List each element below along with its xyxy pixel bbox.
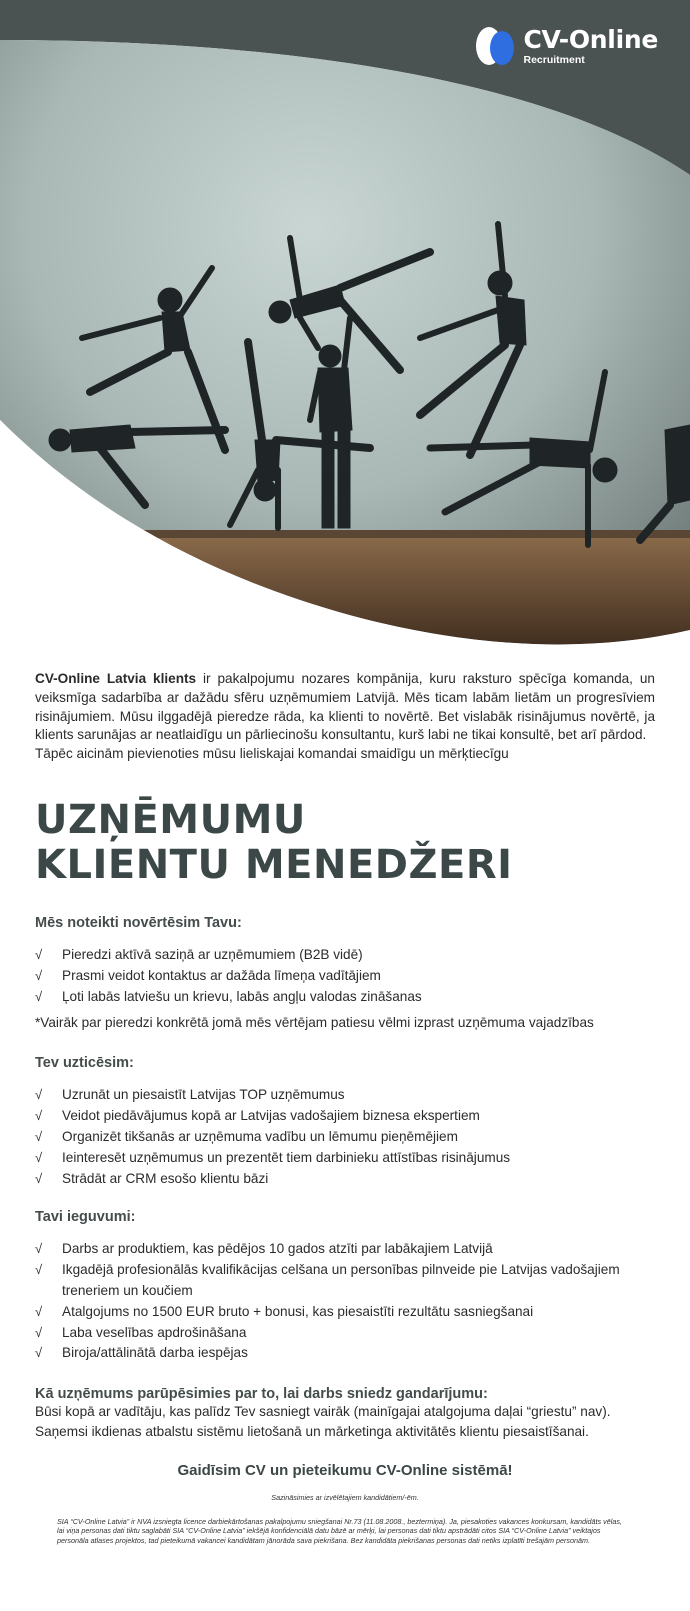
- job-title-line2: KLIENTU MENEDŽERI: [35, 841, 513, 888]
- logo-name: CV-Online: [523, 24, 658, 54]
- list-item: √ Pieredzi aktīvā saziņā ar uzņēmumiem (B2B vidē): [35, 945, 655, 966]
- list-item: √ Ļoti labās latviešu un krievu, labās angļu valodas zināšanas: [35, 987, 655, 1008]
- list-item: √ Atalgojums no 1500 EUR bruto + bonusi, kas piesaistīti rezultātu sasniegšanai: [35, 1302, 655, 1323]
- call-to-action: Gaidīsim CV un pieteikumu CV-Online sistēmā!: [177, 1462, 513, 1480]
- list-item: √ Laba veselības apdrošināšana: [35, 1323, 655, 1344]
- checkmark-icon: √: [35, 1087, 43, 1103]
- checkmark-icon: √: [35, 1303, 43, 1319]
- checkmark-icon: √: [35, 988, 43, 1004]
- tasks-heading: Tev uzticēsim:: [35, 1055, 134, 1072]
- job-title: [35, 798, 655, 888]
- checkmark-icon: √: [35, 1149, 43, 1165]
- values-heading: Mēs noteikti novērtēsim Tavu:: [35, 914, 242, 931]
- dancers-photo: [0, 0, 690, 650]
- list-item: √ Uzrunāt un piesaistīt Latvijas TOP uzņēmumus: [35, 1085, 655, 1106]
- benefits-heading: Tavi ieguvumi:: [35, 1209, 136, 1226]
- values-note: *Vairāk par pieredzi konkrētā jomā mēs vērtējam patiesu vēlmi izprast uzņēmuma vajadzības: [35, 1015, 594, 1031]
- intro-text: ir pakalpojumu nozares kompānija, kuru raksturo spēcīga komanda, un veiksmīga sadarbība ar dažādu sfēru uzņēmumiem Latvijā. Mēs ticam labām lietām un progresīviem risinājumiem. Mūsu ilggadējā pieredze rāda, ka klienti to novērtē. Bet vislabāk risinājumus novērtē, ja klients sarunājas ar neatlaidīgu un pārliecinošu konsultantu, kurš labi ne tikai konsultē, bet arī pārdod.: [35, 671, 655, 743]
- checkmark-icon: √: [35, 1345, 43, 1361]
- list-item: √ Prasmi veidot kontaktus ar dažāda līmeņa vadītājiem: [35, 966, 655, 987]
- cv-online-logo: [474, 24, 659, 68]
- checkmark-icon: √: [35, 1324, 43, 1340]
- care-line-2: Saņemsi ikdienas atbalstu sistēmu lietošanā un mārketinga aktivitātēs klientu piesaistīšanai.: [35, 1424, 589, 1440]
- checkmark-icon: √: [35, 1128, 43, 1144]
- logo-subtitle: Recruitment: [523, 53, 585, 66]
- contact-note: Sazināsimies ar izvēlētajiem kandidātiem/-ēm.: [271, 1493, 419, 1503]
- list-item: √ Ieinteresēt uzņēmumus un prezentēt tiem darbinieku attīstības risinājumus: [35, 1148, 655, 1169]
- tasks-list: [35, 1085, 655, 1189]
- list-item: √ Biroja/attālinātā darba iespējas: [35, 1343, 655, 1364]
- care-heading: Kā uzņēmums parūpēsimies par to, lai darbs sniedz gandarījumu:: [35, 1386, 488, 1403]
- logo-icon: [474, 24, 518, 68]
- list-item: √ Ikgadējā profesionālās kvalifikācijas celšana un personības pilnveide pie Latvijas vadošajiem treneriem un koučiem: [35, 1262, 620, 1298]
- checkmark-icon: √: [35, 1262, 43, 1278]
- list-item: √ Strādāt ar CRM esošo klientu bāzi: [35, 1169, 655, 1190]
- checkmark-icon: √: [35, 967, 43, 983]
- values-list: [35, 945, 655, 1007]
- care-line-1: Būsi kopā ar vadītāju, kas palīdz Tev sasniegt vairāk (mainīgajai atalgojuma daļai “griestu” nav).: [35, 1404, 611, 1420]
- list-item: √ Veidot piedāvājumus kopā ar Latvijas vadošajiem biznesa ekspertiem: [35, 1106, 655, 1127]
- checkmark-icon: √: [35, 1241, 43, 1257]
- intro-invite: Tāpēc aicinām pievienoties mūsu lieliskajai komandai smaidīgu un mērķtiecīgu: [35, 746, 509, 762]
- checkmark-icon: √: [35, 1170, 43, 1186]
- hero-banner: [0, 0, 690, 650]
- checkmark-icon: √: [35, 1108, 43, 1124]
- benefits-list: [35, 1239, 655, 1364]
- job-description: [35, 670, 655, 1546]
- list-item: √ Darbs ar produktiem, kas pēdējos 10 gados atzīti par labākajiem Latvijā: [35, 1239, 655, 1260]
- client-name: CV-Online Latvia klients: [35, 671, 197, 686]
- intro-paragraph: [35, 670, 655, 764]
- checkmark-icon: √: [35, 946, 43, 962]
- list-item: √ Organizēt tikšanās ar uzņēmuma vadību un lēmumu pieņēmējiem: [35, 1127, 655, 1148]
- job-title-line1: UZŅĒMUMU: [35, 796, 306, 843]
- legal-text: SIA “CV-Online Latvia” ir NVA izsniegta licence darbiekārtošanas pakalpojumu sniegšanai Nr.73 (11.08.2008., beztermiņa). Ja, piesakoties vakances konkursam, kandidāts vēlas, lai viņa personas dati tiktu saglabāti SIA “CV-Online Latvia” iekšējā konfidenciālā datu bāzē ar mērķi, lai personas dati tiktu apstrādāti citos SIA “CV-Online Latvia” veiktajos personāla atlases projektos, tad pieteikumā vakancei kandidātam jānorāda sava piekrišana. Bez kandidāta piekrišanas personas dati netiks izplatīti trešajām personām.: [57, 1516, 622, 1545]
